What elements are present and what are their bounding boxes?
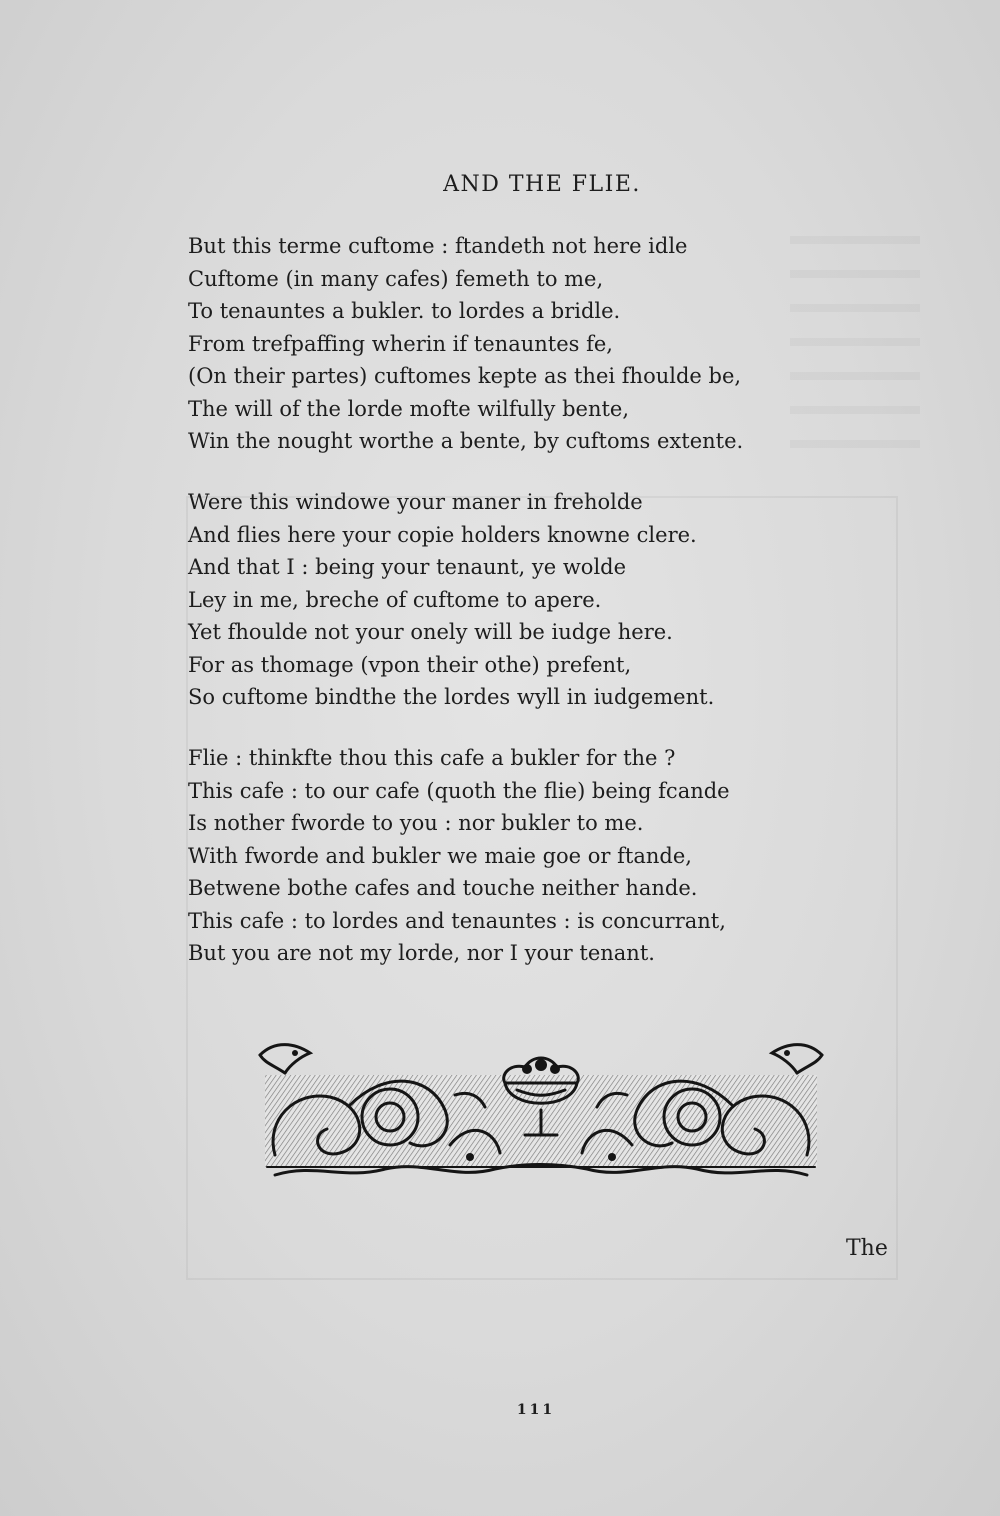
page-number: 111 xyxy=(516,1402,556,1418)
verse-line: For as thomage (vpon their othe) prefent, xyxy=(188,652,632,677)
verse-line: So cuftome bindthe the lordes wyll in iudgement. xyxy=(188,685,715,709)
verse-line: Is nother fworde to you : nor bukler to me. xyxy=(188,811,644,835)
verse-line: The will of the lorde mofte wilfully bente, xyxy=(188,396,630,421)
running-head: AND THE FLIE. xyxy=(443,172,641,197)
verse-line: Yet fhoulde not your onely will be iudge here. xyxy=(188,620,673,644)
stanza xyxy=(188,742,848,970)
verse-line: Betwene bothe cafes and touche neither hande. xyxy=(188,876,698,900)
stanza xyxy=(188,230,848,458)
verse-line: (On their partes) cuftomes kepte as thei fhoulde be, xyxy=(188,364,742,388)
verse-line: But you are not my lorde, nor I your tenant. xyxy=(188,941,655,965)
stanza xyxy=(188,486,848,714)
verse-line: Win the nought worthe a bente, by cuftoms extente. xyxy=(188,429,744,453)
woodcut-headpiece-icon xyxy=(255,1035,827,1180)
verse-line: Were this windowe your maner in freholde xyxy=(188,490,643,514)
verse-line: With fworde and bukler we maie goe or ftande, xyxy=(188,843,692,868)
verse-line: But this terme cuftome : ftandeth not here idle xyxy=(188,234,688,258)
verse-line: And flies here your copie holders knowne clere. xyxy=(188,522,697,547)
verse-line: Flie : thinkfte thou this cafe a bukler for the ? xyxy=(188,746,676,770)
verse-line: This cafe : to our cafe (quoth the flie) being fcande xyxy=(188,778,730,803)
verse-line: Cuftome (in many cafes) femeth to me, xyxy=(188,266,604,291)
verse-line: From trefpaffing wherin if tenauntes fe, xyxy=(188,331,613,356)
verse-line: This cafe : to lordes and tenauntes : is concurrant, xyxy=(188,908,726,933)
verse-line: Ley in me, breche of cuftome to apere. xyxy=(188,587,602,612)
catchword: The xyxy=(846,1236,888,1261)
verse-line: To tenauntes a bukler. to lordes a bridle. xyxy=(188,299,621,323)
verse-line: And that I : being your tenaunt, ye wolde xyxy=(188,555,627,579)
